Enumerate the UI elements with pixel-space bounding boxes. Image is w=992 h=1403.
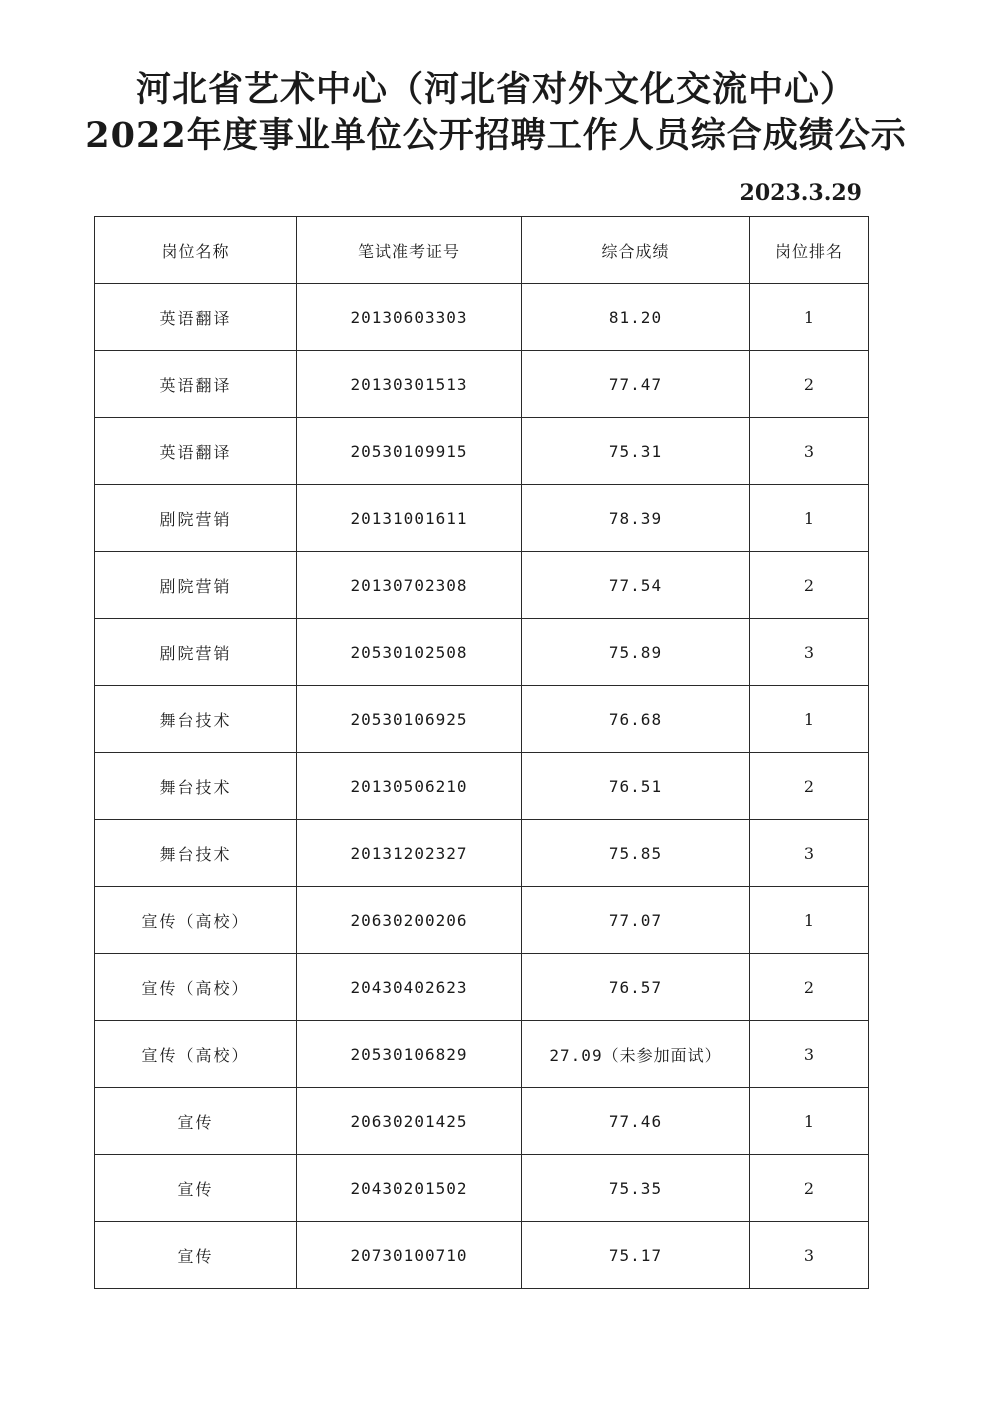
table-header-row [95, 217, 869, 284]
cell-post-name: 宣传 [95, 1155, 297, 1222]
table-row [95, 753, 869, 820]
table-row [95, 485, 869, 552]
cell-post-name: 英语翻译 [95, 418, 297, 485]
cell-post-rank: 2 [750, 351, 869, 418]
cell-exam-ticket-number: 20131001611 [297, 485, 522, 552]
table-row [95, 418, 869, 485]
cell-exam-ticket-number: 20530106829 [297, 1021, 522, 1088]
header-overall-score: 综合成绩 [522, 217, 750, 284]
cell-overall-score: 75.31 [522, 418, 750, 485]
cell-post-name: 舞台技术 [95, 820, 297, 887]
cell-overall-score: 77.46 [522, 1088, 750, 1155]
cell-exam-ticket-number: 20530109915 [297, 418, 522, 485]
table-row [95, 1155, 869, 1222]
cell-post-rank: 2 [750, 552, 869, 619]
cell-post-name: 宣传（高校） [95, 954, 297, 1021]
cell-overall-score: 27.09（未参加面试） [522, 1021, 750, 1088]
cell-exam-ticket-number: 20630200206 [297, 887, 522, 954]
cell-post-name: 宣传（高校） [95, 1021, 297, 1088]
cell-post-rank: 2 [750, 1155, 869, 1222]
cell-post-rank: 1 [750, 485, 869, 552]
cell-exam-ticket-number: 20530106925 [297, 686, 522, 753]
cell-overall-score: 75.89 [522, 619, 750, 686]
cell-overall-score: 77.47 [522, 351, 750, 418]
results-table [94, 216, 869, 1289]
table-row [95, 820, 869, 887]
cell-post-name: 剧院营销 [95, 552, 297, 619]
cell-exam-ticket-number: 20530102508 [297, 619, 522, 686]
cell-post-rank: 3 [750, 418, 869, 485]
table-row [95, 1088, 869, 1155]
cell-post-name: 剧院营销 [95, 619, 297, 686]
cell-overall-score: 75.17 [522, 1222, 750, 1289]
table-row [95, 887, 869, 954]
cell-exam-ticket-number: 20130702308 [297, 552, 522, 619]
cell-overall-score: 81.20 [522, 284, 750, 351]
cell-post-rank: 3 [750, 1222, 869, 1289]
cell-overall-score: 75.85 [522, 820, 750, 887]
cell-post-name: 舞台技术 [95, 686, 297, 753]
cell-overall-score: 76.51 [522, 753, 750, 820]
cell-overall-score: 77.07 [522, 887, 750, 954]
cell-overall-score: 76.68 [522, 686, 750, 753]
cell-post-name: 英语翻译 [95, 351, 297, 418]
cell-post-rank: 1 [750, 686, 869, 753]
cell-overall-score: 77.54 [522, 552, 750, 619]
cell-post-rank: 2 [750, 753, 869, 820]
cell-post-rank: 1 [750, 284, 869, 351]
cell-exam-ticket-number: 20130301513 [297, 351, 522, 418]
document-title-line-2: 2022年度事业单位公开招聘工作人员综合成绩公示 [85, 115, 907, 156]
table-row [95, 1021, 869, 1088]
table-row [95, 686, 869, 753]
cell-overall-score: 78.39 [522, 485, 750, 552]
cell-post-name: 舞台技术 [95, 753, 297, 820]
cell-post-rank: 3 [750, 619, 869, 686]
cell-post-name: 宣传 [95, 1222, 297, 1289]
cell-post-rank: 3 [750, 1021, 869, 1088]
cell-post-rank: 3 [750, 820, 869, 887]
cell-overall-score: 76.57 [522, 954, 750, 1021]
table-row [95, 284, 869, 351]
cell-post-name: 宣传 [95, 1088, 297, 1155]
header-exam-ticket-number: 笔试准考证号 [297, 217, 522, 284]
cell-post-name: 英语翻译 [95, 284, 297, 351]
document-title-line-1: 河北省艺术中心（河北省对外文化交流中心） [135, 69, 856, 110]
header-post-name: 岗位名称 [95, 217, 297, 284]
cell-overall-score: 75.35 [522, 1155, 750, 1222]
table-row [95, 552, 869, 619]
cell-post-rank: 2 [750, 954, 869, 1021]
cell-exam-ticket-number: 20630201425 [297, 1088, 522, 1155]
cell-post-name: 剧院营销 [95, 485, 297, 552]
table-row [95, 351, 869, 418]
cell-exam-ticket-number: 20130506210 [297, 753, 522, 820]
cell-exam-ticket-number: 20131202327 [297, 820, 522, 887]
header-post-rank: 岗位排名 [750, 217, 869, 284]
cell-exam-ticket-number: 20430201502 [297, 1155, 522, 1222]
table-row [95, 619, 869, 686]
cell-exam-ticket-number: 20430402623 [297, 954, 522, 1021]
cell-post-rank: 1 [750, 887, 869, 954]
cell-post-rank: 1 [750, 1088, 869, 1155]
table-row [95, 1222, 869, 1289]
cell-exam-ticket-number: 20730100710 [297, 1222, 522, 1289]
publication-date: 2023.3.29 [739, 180, 862, 206]
cell-post-name: 宣传（高校） [95, 887, 297, 954]
table-row [95, 954, 869, 1021]
cell-exam-ticket-number: 20130603303 [297, 284, 522, 351]
